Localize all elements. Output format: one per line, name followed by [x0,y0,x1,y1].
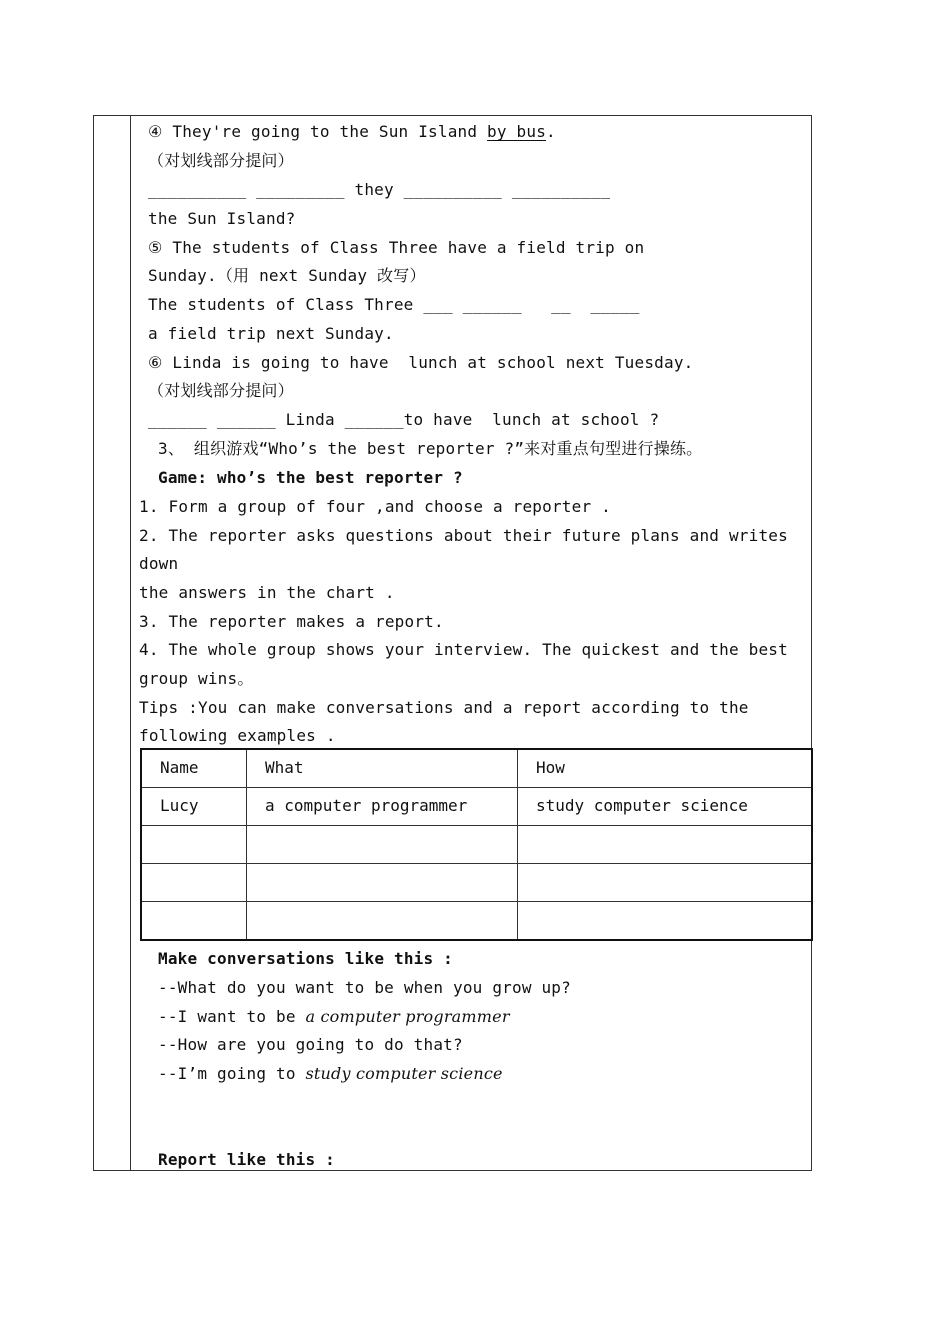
conversation-answer-2-italic: study computer science [305,1064,503,1083]
conversation-title: Make conversations like this : [158,949,453,968]
exercise-4-number: ④ [148,122,173,141]
game-title: Game: who’s the best reporter ? [158,468,463,487]
exercise-4-blank-b: __________ __________ [393,180,611,199]
exercise-5-line-3: The students of Class Three ___ ______ __ _____ [148,295,640,314]
chart-header-name: Name [160,758,199,777]
exercise-6-blanks: ______ ______ Linda ______to have lunch at school ? [148,410,660,429]
exercise-6-instruction: （对划线部分提问） [148,381,294,400]
exercise-4-blank-a: __________ _________ [148,180,355,199]
chart-row-divider [142,825,811,826]
exercise-5-line-1: ⑤ The students of Class Three have a field trip on [148,238,645,257]
exercise-4-underlined: by bus [487,122,547,141]
chart-column-divider [517,750,518,939]
chart-row-divider [142,863,811,864]
exercise-4-tail: the Sun Island? [148,209,296,228]
chart-cell-how: study computer science [536,796,748,815]
game-rule-line: down [139,554,179,573]
frame-left-column-divider [130,115,131,1171]
exercise-4-sentence [148,122,556,142]
conversation-answer-1-text: --I want to be [158,1007,306,1026]
game-tips-line: Tips :You can make conversations and a report according to the [139,698,749,717]
conversation-question-2: --How are you going to do that? [158,1035,463,1054]
exercise-5-line-4: a field trip next Sunday. [148,324,394,343]
exercise-5-line-2: Sunday.（用 next Sunday 改写） [148,266,426,285]
exercise-4-period: . [546,122,556,141]
chart-cell-what: a computer programmer [265,796,468,815]
game-rule-line: group wins。 [139,669,254,688]
conversation-answer-2-text: --I’m going to [158,1064,306,1083]
exercise-4-text: They're going to the Sun Island [172,122,488,141]
chart-row-divider [142,901,811,902]
conversation-question-1: --What do you want to be when you grow up? [158,978,571,997]
game-rule-line: the answers in the chart . [139,583,395,602]
game-rule-line: 3. The reporter makes a report. [139,612,444,631]
chart-header-what: What [265,758,304,777]
interview-chart [140,748,813,941]
game-rule-line: 2. The reporter asks questions about their future plans and writes [139,526,788,545]
game-rule-line: 4. The whole group shows your interview. The quickest and the best [139,640,788,659]
game-tips-line: following examples . [139,726,336,745]
conversation-answer-1-italic: a computer programmer [305,1007,510,1026]
game-rule-line: 1. Form a group of four ,and choose a reporter . [139,497,611,516]
conversation-answer-1 [158,1007,510,1027]
chart-column-divider [246,750,247,939]
exercise-4-instruction: （对划线部分提问） [148,151,294,170]
exercise-6-line-1: ⑥ Linda is going to have lunch at school next Tuesday. [148,353,694,372]
step-3-instruction: 3、 组织游戏“Who’s the best reporter ?”来对重点句型进行操练。 [158,439,703,458]
chart-header-how: How [536,758,565,777]
exercise-4-blanks [148,180,610,200]
chart-row-divider [142,787,811,788]
conversation-answer-2 [158,1064,503,1084]
report-title: Report like this : [158,1150,335,1169]
chart-cell-name: Lucy [160,796,199,815]
exercise-4-word: they [354,180,394,199]
